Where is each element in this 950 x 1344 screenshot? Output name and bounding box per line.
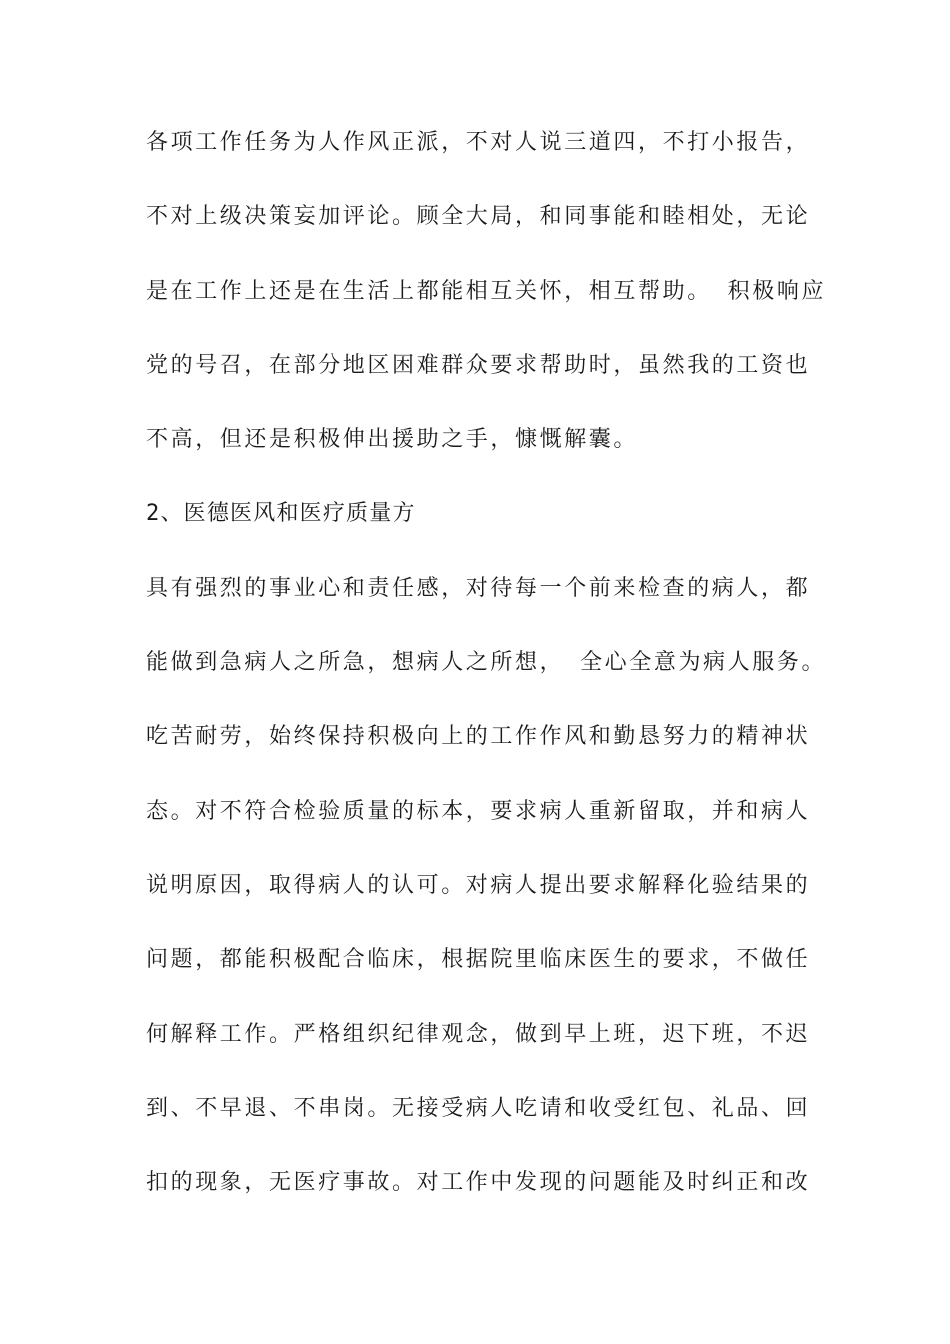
text-line: 具有强烈的事业心和责任感，对待每一个前来检查的病人，都 bbox=[146, 575, 811, 601]
text-line: 问题，都能积极配合临床，根据院里临床医生的要求，不做任 bbox=[146, 947, 811, 973]
text-line: 党的号召，在部分地区困难群众要求帮助时，虽然我的工资也 bbox=[146, 352, 811, 378]
text-line: 吃苦耐劳，始终保持积极向上的工作作风和勤恳努力的精神状 bbox=[146, 724, 811, 750]
text-line: 能做到急病人之所急，想病人之所想， 全心全意为病人服务。 bbox=[146, 650, 827, 676]
text-line: 何解释工作。严格组织纪律观念，做到早上班，迟下班，不迟 bbox=[146, 1021, 811, 1047]
text-line: 是在工作上还是在生活上都能相互关怀，相互帮助。 积极响应 bbox=[146, 278, 827, 304]
body-text bbox=[146, 128, 826, 1242]
text-line: 扣的现象，无医疗事故。对工作中发现的问题能及时纠正和改 bbox=[146, 1170, 811, 1196]
section-heading: 2、医德医风和医疗质量方 bbox=[146, 501, 416, 527]
text-line: 不对上级决策妄加评论。顾全大局，和同事能和睦相处，无论 bbox=[146, 204, 811, 230]
text-line: 各项工作任务为人作风正派，不对人说三道四，不打小报告， bbox=[146, 130, 811, 155]
text-line: 态。对不符合检验质量的标本，要求病人重新留取，并和病人 bbox=[146, 798, 811, 824]
text-line: 不高，但还是积极伸出援助之手，慷慨解囊。 bbox=[146, 427, 639, 453]
text-line: 说明原因，取得病人的认可。对病人提出要求解释化验结果的 bbox=[146, 872, 811, 898]
text-line: 到、不早退、不串岗。无接受病人吃请和收受红包、礼品、回 bbox=[146, 1095, 811, 1121]
